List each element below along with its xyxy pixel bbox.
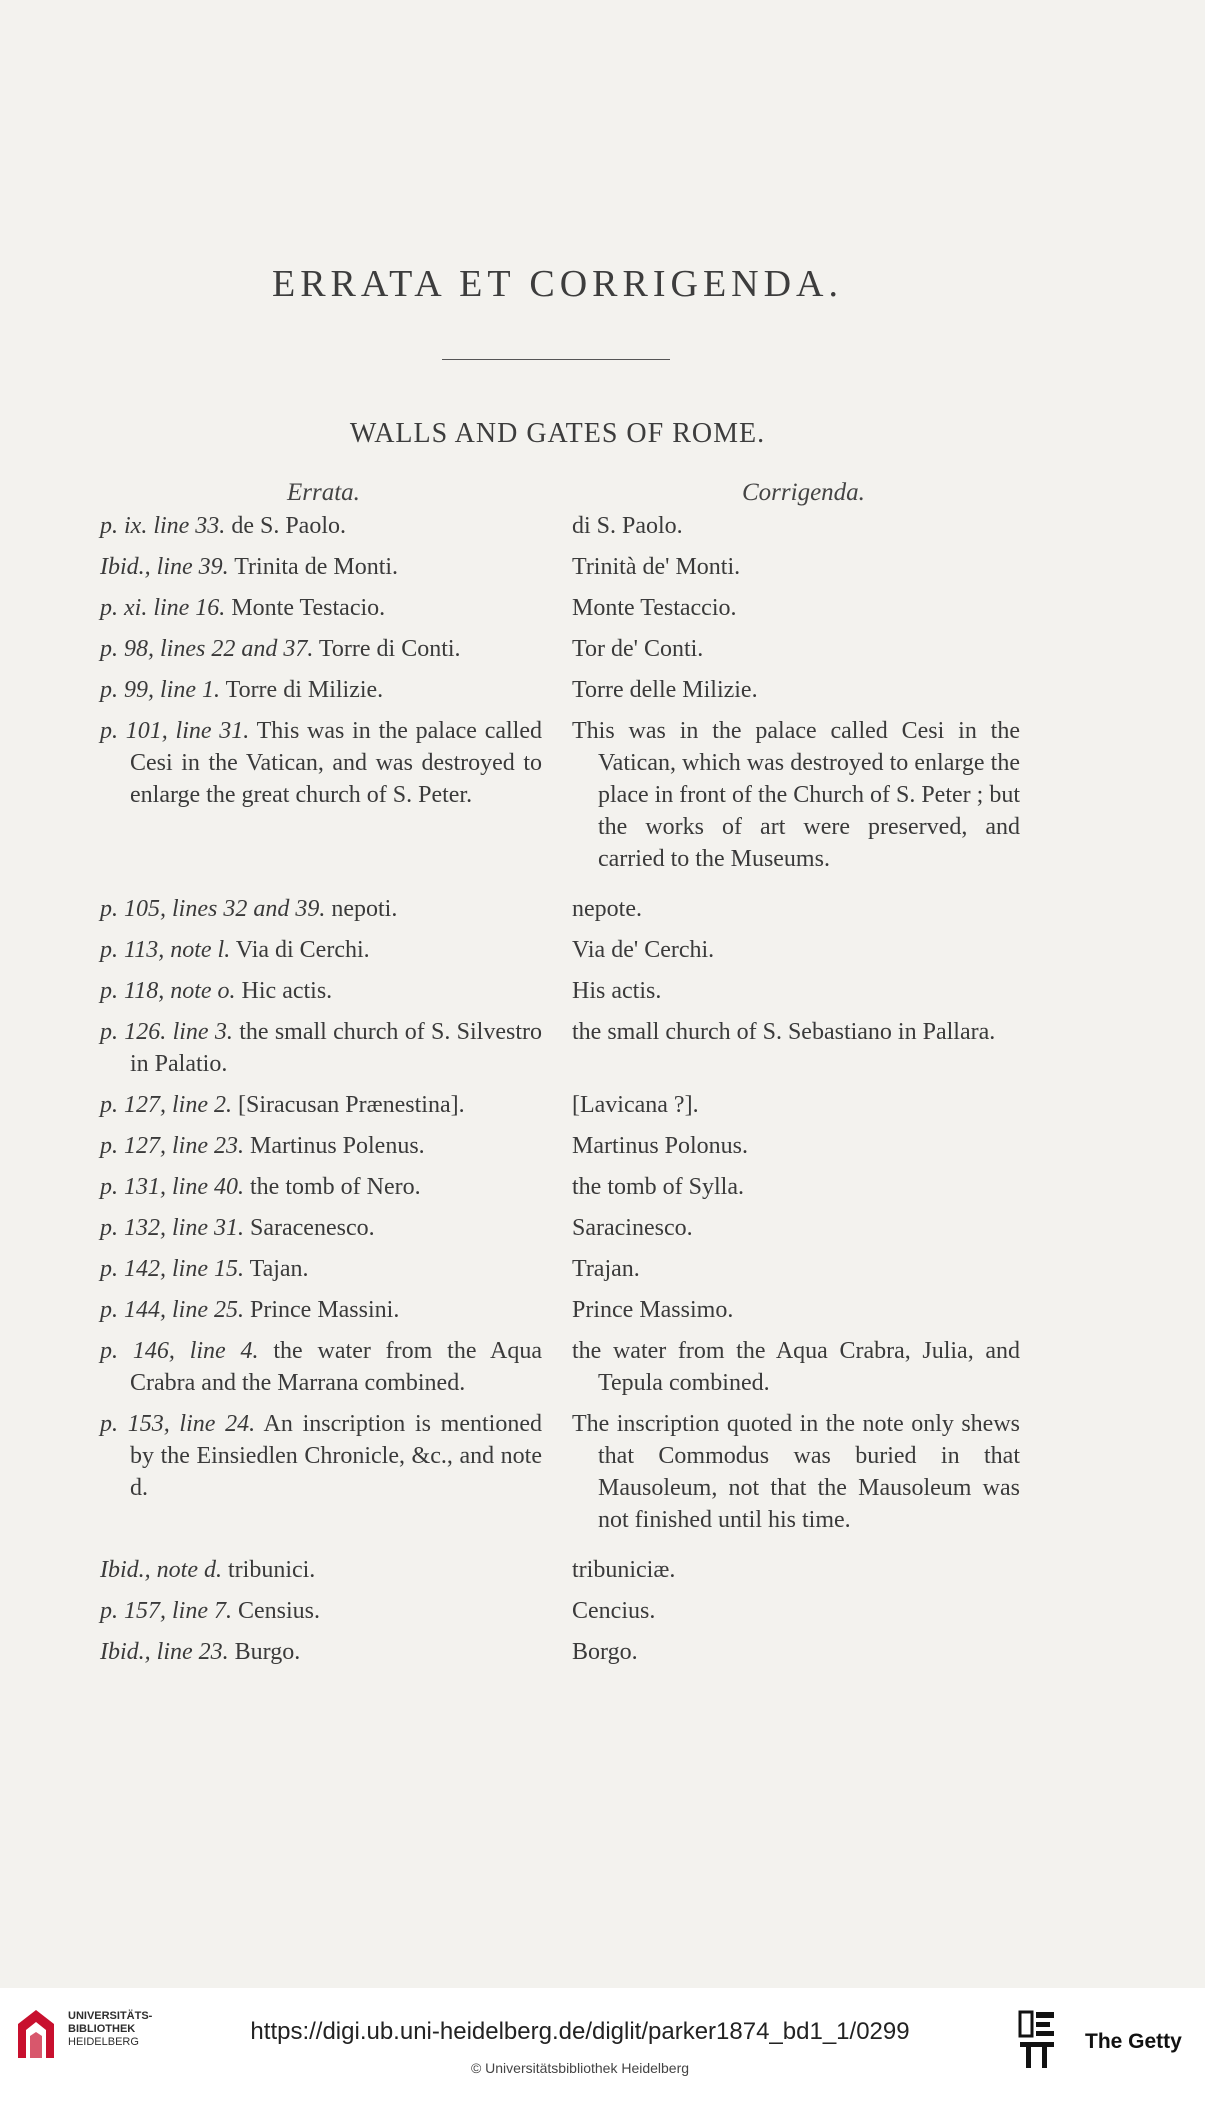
errata-value: the water from the Aqua Crabra and the Marrana combined. [130, 1338, 542, 1396]
errata-value: de S. Paolo. [231, 513, 346, 539]
errata-cell [100, 1335, 542, 1399]
corrigenda-value: Borgo. [572, 1639, 638, 1665]
corrigenda-cell [572, 715, 1020, 875]
errata-entry [100, 1016, 1020, 1080]
corrigenda-cell [572, 1016, 1020, 1048]
corrigenda-cell [572, 1554, 1020, 1586]
errata-value: Torre di Milizie. [225, 677, 384, 703]
getty-name: The Getty [1085, 2030, 1182, 2053]
errata-value: nepoti. [331, 896, 398, 922]
copyright-notice: © Universitätsbibliothek Heidelberg [470, 2060, 690, 2076]
errata-cell [100, 934, 542, 966]
corrigenda-value: The inscription quoted in the note only shews that Commodus was buried in that Mausoleum, not that the Mausoleum was not finished until his time. [572, 1411, 1020, 1533]
errata-value: Monte Testacio. [231, 595, 386, 621]
corrigenda-cell [572, 674, 1020, 706]
errata-entry [100, 1212, 1020, 1244]
corrigenda-value: Trinità de' Monti. [572, 554, 741, 580]
errata-entry [100, 1636, 1020, 1668]
errata-entry [100, 1130, 1020, 1162]
errata-entry [100, 934, 1020, 966]
errata-cell [100, 510, 542, 542]
errata-entry [100, 592, 1020, 624]
permalink-url[interactable]: https://digi.ub.uni-heidelberg.de/diglit/parker1874_bd1_1/0299 [250, 2018, 910, 2045]
errata-text [100, 1212, 542, 1244]
corrigenda-value: di S. Paolo. [572, 513, 683, 539]
page-reference: p. xi. line 16. [100, 595, 226, 621]
errata-text [100, 592, 542, 624]
errata-text [100, 1130, 542, 1162]
errata-cell [100, 1408, 542, 1504]
university-library-logo-icon [14, 2008, 58, 2062]
errata-cell [100, 551, 542, 583]
errata-value: [Siracusan Prænestina]. [238, 1092, 465, 1118]
errata-column-heading: Errata. [287, 479, 360, 506]
errata-value: Censius. [238, 1598, 321, 1624]
page-reference: p. 153, line 24. [100, 1411, 256, 1437]
errata-cell [100, 1016, 542, 1080]
page-reference: p. 98, lines 22 and 37. [100, 636, 314, 662]
getty-logo-icon [1018, 2010, 1056, 2070]
corrigenda-cell [572, 1335, 1020, 1399]
page-reference: p. 131, line 40. [100, 1174, 244, 1200]
corrigenda-cell [572, 1212, 1020, 1244]
errata-entry [100, 1089, 1020, 1121]
page-reference: p. ix. line 33. [100, 513, 226, 539]
page-reference: p. 126. line 3. [100, 1019, 233, 1045]
corrigenda-value: Martinus Polonus. [572, 1133, 749, 1159]
corrigenda-value: Torre delle Milizie. [572, 677, 758, 703]
errata-entry [100, 1294, 1020, 1326]
errata-text [100, 893, 542, 925]
errata-entry [100, 551, 1020, 583]
corrigenda-value: His actis. [572, 978, 662, 1004]
corrigenda-value: the tomb of Sylla. [572, 1174, 744, 1200]
errata-cell [100, 1212, 542, 1244]
errata-cell [100, 1294, 542, 1326]
errata-value: Prince Massini. [250, 1297, 400, 1323]
errata-text [100, 1294, 542, 1326]
corrigenda-value: the small church of S. Sebastiano in Pallara. [572, 1019, 996, 1045]
corrigenda-cell [572, 551, 1020, 583]
errata-text [100, 1408, 542, 1504]
corrigenda-cell [572, 1130, 1020, 1162]
errata-text [100, 1554, 542, 1586]
page-reference: p. 99, line 1. [100, 677, 220, 703]
page-reference: p. 113, note l. [100, 937, 231, 963]
errata-text [100, 975, 542, 1007]
errata-cell [100, 1554, 542, 1586]
errata-value: Via di Cerchi. [235, 937, 370, 963]
errata-text [100, 551, 542, 583]
errata-cell [100, 715, 542, 811]
page-reference: Ibid., note d. [100, 1557, 222, 1583]
page-reference: p. 105, lines 32 and 39. [100, 896, 326, 922]
corrigenda-value: tribuniciæ. [572, 1557, 676, 1583]
corrigenda-value: Via de' Cerchi. [572, 937, 715, 963]
errata-entry [100, 1171, 1020, 1203]
corrigenda-value: [Lavicana ?]. [572, 1092, 699, 1118]
library-name-line: UNIVERSITÄTS- [68, 2010, 153, 2022]
errata-entry [100, 893, 1020, 925]
page-reference: p. 146, line 4. [100, 1338, 259, 1364]
corrigenda-cell [572, 1294, 1020, 1326]
errata-entry [100, 1335, 1020, 1399]
corrigenda-cell [572, 1408, 1020, 1536]
corrigenda-cell [572, 1595, 1020, 1627]
errata-value: Martinus Polenus. [250, 1133, 425, 1159]
errata-value: Hic actis. [241, 978, 333, 1004]
page-title: ERRATA ET CORRIGENDA. [271, 263, 843, 305]
errata-text [100, 1253, 542, 1285]
errata-text [100, 715, 542, 811]
errata-value: the small church of S. Silvestro in Palatio. [130, 1019, 542, 1077]
corrigenda-cell [572, 1089, 1020, 1121]
errata-entry [100, 1554, 1020, 1586]
library-name-line: BIBLIOTHEK [68, 2023, 136, 2035]
errata-value: Trinita de Monti. [234, 554, 399, 580]
corrigenda-value: Cencius. [572, 1598, 656, 1624]
corrigenda-cell [572, 975, 1020, 1007]
page-reference: p. 157, line 7. [100, 1598, 232, 1624]
section-title: WALLS AND GATES OF ROME. [349, 418, 766, 449]
corrigenda-cell [572, 1636, 1020, 1668]
corrigenda-cell [572, 1171, 1020, 1203]
library-name-line: HEIDELBERG [68, 2036, 139, 2048]
errata-entry [100, 1408, 1020, 1536]
errata-value: tribunici. [227, 1557, 316, 1583]
errata-cell [100, 1089, 542, 1121]
footer-bar [0, 1988, 1205, 2102]
errata-value: Tajan. [249, 1256, 309, 1282]
university-library-name [68, 2010, 152, 2049]
page-reference: p. 144, line 25. [100, 1297, 244, 1323]
errata-cell [100, 633, 542, 665]
errata-text [100, 1636, 542, 1668]
errata-value: An inscription is mentioned by the Einsiedlen Chronicle, &c., and note d. [130, 1411, 542, 1501]
corrigenda-cell [572, 893, 1020, 925]
corrigenda-column-heading: Corrigenda. [742, 479, 865, 506]
errata-text [100, 934, 542, 966]
page-reference: p. 127, line 23. [100, 1133, 244, 1159]
errata-cell [100, 1171, 542, 1203]
page-reference: p. 132, line 31. [100, 1215, 244, 1241]
corrigenda-cell [572, 934, 1020, 966]
errata-entry [100, 633, 1020, 665]
errata-value: Saracenesco. [250, 1215, 375, 1241]
corrigenda-cell [572, 633, 1020, 665]
corrigenda-value: Saracinesco. [572, 1215, 693, 1241]
page-reference: Ibid., line 23. [100, 1639, 229, 1665]
errata-text [100, 1171, 542, 1203]
errata-value: the tomb of Nero. [250, 1174, 421, 1200]
errata-entry [100, 975, 1020, 1007]
errata-text [100, 1089, 542, 1121]
errata-text [100, 633, 542, 665]
page-reference: Ibid., line 39. [100, 554, 229, 580]
errata-cell [100, 1253, 542, 1285]
errata-text [100, 1335, 542, 1399]
errata-entry [100, 1253, 1020, 1285]
errata-entry [100, 1595, 1020, 1627]
page-reference: p. 101, line 31. [100, 718, 250, 744]
errata-text [100, 1016, 542, 1080]
errata-list [100, 510, 1020, 1677]
title-rule [442, 359, 670, 360]
corrigenda-cell [572, 592, 1020, 624]
errata-entry [100, 510, 1020, 542]
page-reference: p. 127, line 2. [100, 1092, 232, 1118]
errata-cell [100, 592, 542, 624]
corrigenda-cell [572, 510, 1020, 542]
corrigenda-value: This was in the palace called Cesi in the Vatican, which was destroyed to enlarge the place in front of the Church of S. Peter ; but the works of art were preserved, and carried to the Museums. [572, 718, 1020, 872]
errata-cell [100, 893, 542, 925]
corrigenda-cell [572, 1253, 1020, 1285]
errata-text [100, 510, 542, 542]
corrigenda-value: nepote. [572, 896, 642, 922]
errata-value: Torre di Conti. [318, 636, 461, 662]
corrigenda-value: Monte Testaccio. [572, 595, 737, 621]
corrigenda-value: Tor de' Conti. [572, 636, 704, 662]
errata-cell [100, 1636, 542, 1668]
errata-cell [100, 674, 542, 706]
errata-text [100, 1595, 542, 1627]
errata-text [100, 674, 542, 706]
errata-cell [100, 1130, 542, 1162]
errata-cell [100, 1595, 542, 1627]
page-reference: p. 142, line 15. [100, 1256, 244, 1282]
errata-entry [100, 674, 1020, 706]
errata-entry [100, 715, 1020, 875]
page-reference: p. 118, note o. [100, 978, 236, 1004]
corrigenda-value: Prince Massimo. [572, 1297, 734, 1323]
errata-value: This was in the palace called Cesi in the Vatican, and was destroyed to enlarge the great church of S. Peter. [130, 718, 542, 808]
corrigenda-value: the water from the Aqua Crabra, Julia, and Tepula combined. [572, 1338, 1020, 1396]
errata-value: Burgo. [234, 1639, 301, 1665]
corrigenda-value: Trajan. [572, 1256, 640, 1282]
errata-cell [100, 975, 542, 1007]
